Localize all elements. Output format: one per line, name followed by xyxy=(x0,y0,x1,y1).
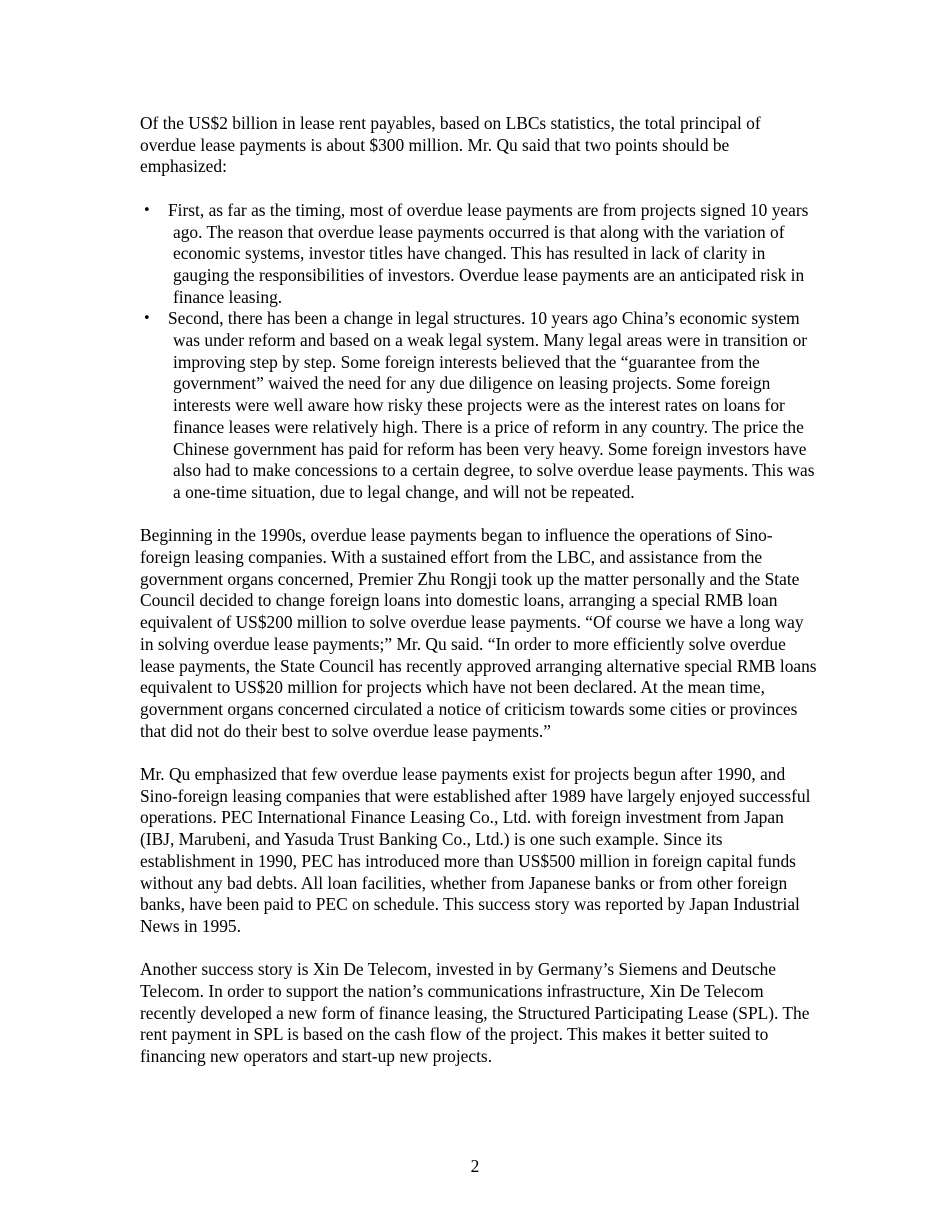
paragraph-1990s-overdue-payments: Beginning in the 1990s, overdue lease payments began to influence the operations of Sino-foreign leasing companies. With a sustained effort from the LBC, and assistance from the government organs concerned, Premier Zhu Rongji took up the matter personally and the State Council decided to change foreign loans into domestic loans, arranging a special RMB loan equivalent of US$200 million to solve overdue lease payments. “Of course we have a long way in solving overdue lease payments;” Mr. Qu said. “In order to more efficiently solve overdue lease payments, the State Council has recently approved arranging alternative special RMB loans equivalent to US$20 million for projects which have not been declared. At the mean time, government organs concerned circulated a notice of criticism towards some cities or provinces that did not do their best to solve overdue lease payments.” xyxy=(140,525,817,741)
emphasized-points-list xyxy=(140,200,820,504)
paragraph-overdue-payments-intro: Of the US$2 billion in lease rent payables, based on LBCs statistics, the total principal of overdue lease payments is about $300 million. Mr. Qu said that two points should be emphasized: xyxy=(140,113,761,177)
paragraph-pec-success: Mr. Qu emphasized that few overdue lease payments exist for projects begun after 1990, and Sino-foreign leasing companies that were established after 1989 have largely enjoyed successful operations. PEC International Finance Leasing Co., Ltd. with foreign investment from Japan (IBJ, Marubeni, and Yasuda Trust Banking Co., Ltd.) is one such example. Since its establishment in 1990, PEC has introduced more than US$500 million in foreign capital funds without any bad debts. All loan facilities, whether from Japanese banks or from other foreign banks, have been paid to PEC on schedule. This success story was reported by Japan Industrial News in 1995. xyxy=(140,764,811,936)
bullet-icon: • xyxy=(143,311,151,327)
list-item-timing xyxy=(140,200,820,309)
document-page xyxy=(140,113,820,1090)
paragraph-xin-de-telecom: Another success story is Xin De Telecom, invested in by Germany’s Siemens and Deutsche Telecom. In order to support the nation’s communications infrastructure, Xin De Telecom recently developed a new form of finance leasing, the Structured Participating Lease (SPL). The rent payment in SPL is based on the cash flow of the project. This makes it better suited to financing new operators and start-up new projects. xyxy=(140,959,810,1067)
bullet-icon: • xyxy=(143,202,151,218)
list-item-text: Second, there has been a change in legal structures. 10 years ago China’s economic system was under reform and based on a weak legal system. Many legal areas were in transition or improving step by step. Some foreign interests believed that the “guarantee from the government” waived the need for any due diligence on leasing projects. Some foreign interests were well aware how risky these projects were as the interest rates on loans for finance leases were relatively high. There is a price of reform in any country. The price the Chinese government has paid for reform has been very heavy. Some foreign investors have also had to make concessions to a certain degree, to solve overdue lease payments. This was a one-time situation, due to legal change, and will not be repeated. xyxy=(168,308,815,502)
page-number: 2 xyxy=(470,1156,480,1176)
list-item-legal-structures xyxy=(140,308,820,503)
list-item-text: First, as far as the timing, most of overdue lease payments are from projects signed 10 years ago. The reason that overdue lease payments occurred is that along with the variation of economic systems, investor titles have changed. This has resulted in lack of clarity in gauging the responsibilities of investors. Overdue lease payments are an anticipated risk in finance leasing. xyxy=(168,199,809,307)
